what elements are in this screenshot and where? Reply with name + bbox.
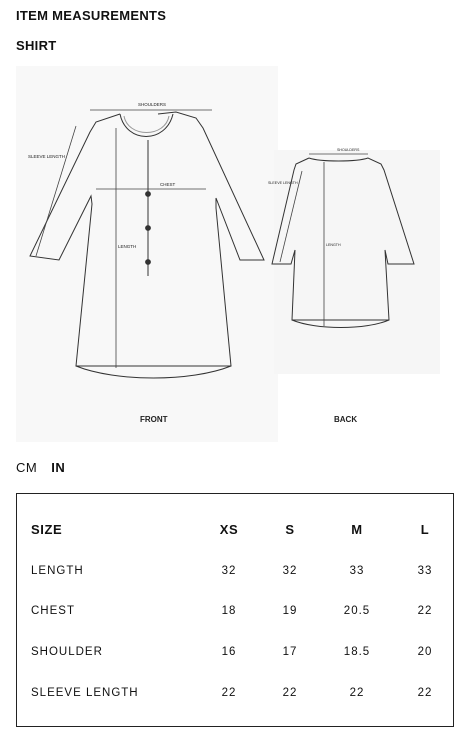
back-length-label: LENGTH [326,243,341,247]
header-size: SIZE [31,522,63,537]
unit-toggle [16,460,65,475]
measurement-diagram-svg [16,66,446,442]
row-value-l: 33 [417,565,433,577]
row-value-m: 18.5 [343,646,371,658]
row-value-xs: 22 [221,687,237,699]
table-row [17,687,453,707]
row-value-l: 22 [417,605,433,617]
row-value-s: 32 [282,565,298,577]
front-length-label: LENGTH [118,244,137,249]
row-value-xs: 16 [221,646,237,658]
header-xs: XS [219,522,239,537]
front-diagram-background [16,66,278,442]
header-l: L [420,522,430,537]
header-m: M [351,522,363,537]
front-caption: FRONT [140,415,168,424]
front-chest-label: CHEST [160,182,176,187]
table-row [17,605,453,625]
table-row [17,565,453,585]
row-label: SHOULDER [31,646,103,658]
measurement-diagram [16,66,446,442]
row-value-l: 22 [417,687,433,699]
row-label: CHEST [31,605,75,617]
row-label: SLEEVE LENGTH [31,687,139,699]
back-caption: BACK [334,415,358,424]
row-value-s: 17 [282,646,298,658]
row-value-xs: 32 [221,565,237,577]
size-table [16,493,454,727]
button-icon [146,192,151,197]
front-shoulders-label: SHOULDERS [138,102,167,107]
unit-cm-option[interactable]: CM [16,460,38,475]
garment-title: SHIRT [16,38,57,53]
row-value-s: 19 [282,605,298,617]
row-value-m: 22 [349,687,365,699]
row-label: LENGTH [31,565,84,577]
row-value-m: 20.5 [343,605,371,617]
table-row [17,646,453,666]
unit-in-option[interactable]: IN [51,460,66,475]
back-sleeve-length-label: SLEEVE LENGTH [268,181,298,185]
table-header-row [17,522,453,542]
row-value-xs: 18 [221,605,237,617]
header-s: S [285,522,295,537]
row-value-s: 22 [282,687,298,699]
back-shoulders-label: SHOULDERS [337,148,360,152]
button-icon [146,260,151,265]
row-value-m: 33 [349,565,365,577]
button-icon [146,226,151,231]
front-sleeve-length-label: SLEEVE LENGTH [28,154,66,159]
page-heading: ITEM MEASUREMENTS [16,8,167,23]
row-value-l: 20 [417,646,433,658]
